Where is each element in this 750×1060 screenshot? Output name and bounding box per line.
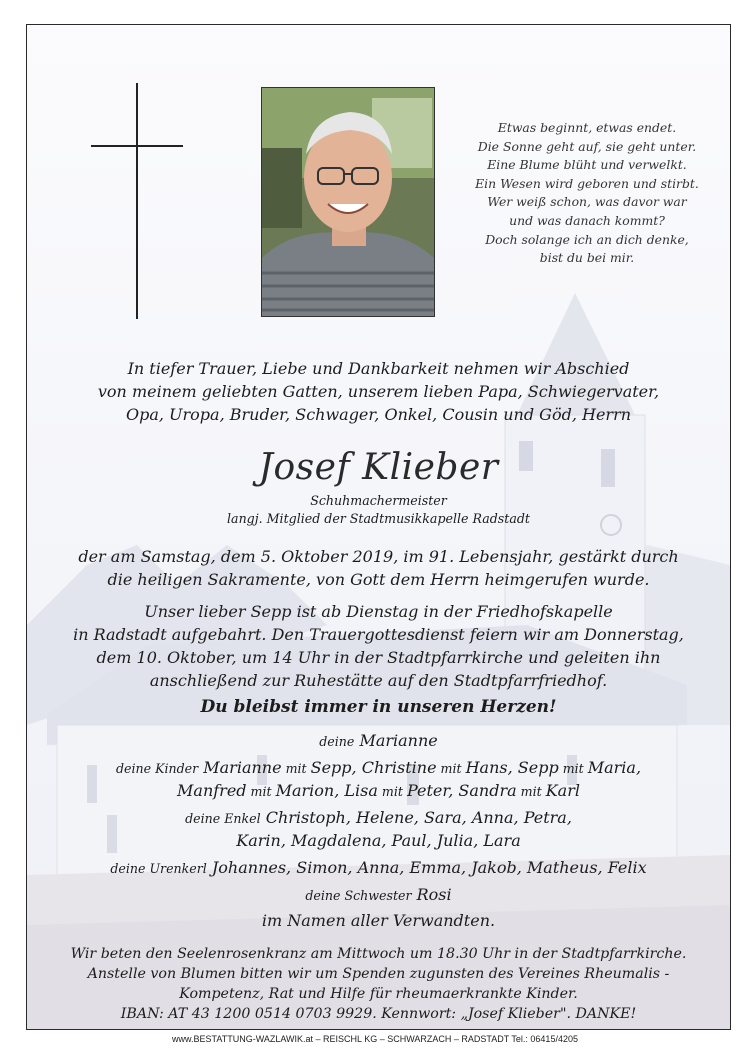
iban-info: IBAN: AT 43 1200 0514 0703 9929. Kennwort: „Josef Klieber". DANKE! [120,1006,637,1022]
names: Maria, [587,758,642,777]
intro-line: In tiefer Trauer, Liebe und Dankbarkeit nehmen wir Abschied [127,359,630,378]
poem-line: Wer weiß schon, was davor war [487,194,687,210]
deceased-name: Josef Klieber [258,447,499,488]
sister-prefix: deine Schwester [305,888,412,903]
profession: Schuhmachermeister [310,493,447,508]
donation-info: Anstelle von Blumen bitten wir um Spenden zugunsten des Vereines Rheumalis - [87,966,670,982]
relatives-line: im Namen aller Verwandten. [261,911,496,930]
funeral-info-line: dem 10. Oktober, um 14 Uhr in der Stadtpfarrkirche und geleiten ihn [96,648,661,667]
intro-line: von meinem geliebten Gatten, unserem lieben Papa, Schwiegervater, [97,382,660,401]
obituary-card [26,24,731,1030]
wife-line [27,731,730,750]
funeral-info-line: anschließend zur Ruhestätte auf den Stadtpfarrfriedhof. [149,671,608,690]
wife-name: Marianne [359,731,438,750]
greatgrandchildren-line [27,858,730,877]
funeral-info-line: Unser lieber Sepp ist ab Dienstag in der Friedhofskapelle [144,602,613,621]
names: Peter, Sandra [406,781,517,800]
poem-line: Eine Blume blüht und verwelkt. [487,157,687,173]
wife-prefix: deine [319,734,355,749]
connector-word: mit [281,761,311,776]
sister-name: Rosi [416,885,452,904]
cross-icon [91,83,183,319]
intro-line: Opa, Uropa, Bruder, Schwager, Onkel, Cousin und Göd, Herrn [125,405,632,424]
connector-word: mit [246,784,276,799]
names: Sepp, Christine [310,758,437,777]
children-line [27,781,730,800]
names: Marianne [203,758,282,777]
poem-line: bist du bei mir. [539,250,635,266]
funeral-home-footer: www.BESTATTUNG-WAZLAWIK.at – REISCHL KG – SCHWARZACH – RADSTADT Tel.: 06415/4205 [172,1034,578,1044]
poem-line: Etwas beginnt, etwas endet. [497,120,677,135]
names: Hans, Sepp [465,758,559,777]
connector-word: mit [377,784,407,799]
grandchildren-line [27,808,730,827]
connector-word: mit [436,761,466,776]
children-names [177,781,580,800]
names: Karl [545,781,580,800]
poem-line: Doch solange ich an dich denke, [485,231,689,247]
sister-line [27,885,730,904]
poem-line: Ein Wesen wird geboren und stirbt. [475,175,699,191]
names: Manfred [177,781,247,800]
donation-info: Kompetenz, Rat und Hilfe für rheumaerkrankte Kinder. [179,986,578,1002]
funeral-info-line: in Radstadt aufgebahrt. Den Trauergottesdienst feiern wir am Donnerstag, [73,625,684,644]
death-notice-line: die heiligen Sakramente, von Gott dem Herrn heimgerufen wurde. [107,570,650,589]
rosary-info: Wir beten den Seelenrosenkranz am Mittwoch um 18.30 Uhr in der Stadtpfarrkirche. [70,946,687,962]
connector-word: mit [558,761,588,776]
grandchildren-prefix: deine Enkel [185,811,261,826]
greatgrandchildren-names: Johannes, Simon, Anna, Emma, Jakob, Matheus, Felix [211,858,647,877]
grandchildren-names: Karin, Magdalena, Paul, Julia, Lara [236,831,521,850]
children-prefix: deine Kinder [115,761,199,776]
death-notice-line: der am Samstag, dem 5. Oktober 2019, im 91. Lebensjahr, gestärkt durch [78,547,679,566]
connector-word: mit [516,784,546,799]
poem-line: und was danach kommt? [509,212,665,228]
poem-line: Die Sonne geht auf, sie geht unter. [477,138,697,154]
names: Marion, Lisa [275,781,378,800]
greatgrandchildren-prefix: deine Urenkerl [110,861,207,876]
motto: Du bleibst immer in unseren Herzen! [200,697,557,717]
membership: langj. Mitglied der Stadtmusikkapelle Radstadt [227,511,530,526]
portrait-photo [261,87,435,317]
children-names [203,758,641,777]
grandchildren-names: Christoph, Helene, Sara, Anna, Petra, [265,808,572,827]
poem [467,119,707,268]
children-line [27,758,730,777]
